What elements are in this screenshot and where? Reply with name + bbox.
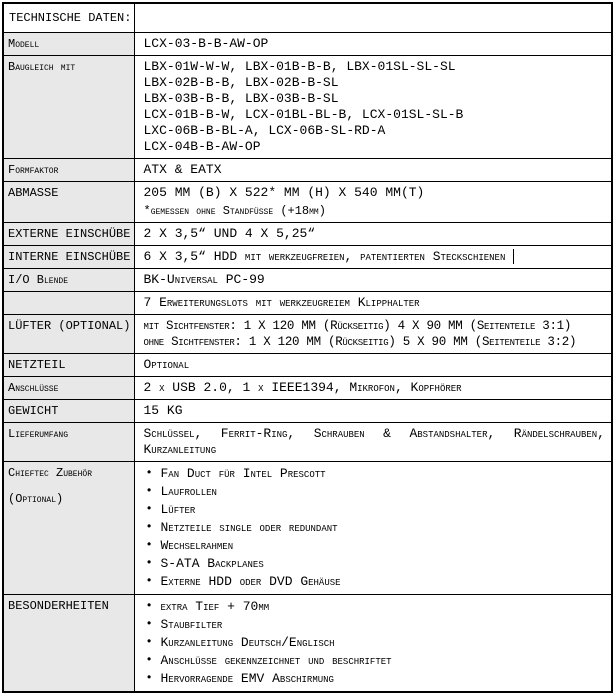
row-label: Formfaktor	[8, 163, 59, 177]
bullet-icon: •	[145, 466, 153, 480]
bullet-icon: •	[145, 574, 153, 588]
table-row-formfaktor	[3, 159, 612, 182]
table-row-baugleich-mit	[3, 56, 612, 159]
header-empty-cell	[134, 3, 612, 33]
value-gewicht	[134, 400, 612, 423]
value-anschluesse	[134, 377, 612, 400]
value-externe-einschuebe	[134, 223, 612, 246]
list-item-text: Externe HDD oder DVD Gehäuse	[160, 574, 341, 589]
table-row-anschluesse	[3, 377, 612, 400]
row-label: EXTERNE EINSCHÜBE	[8, 227, 131, 241]
row-value: 2 x USB 2.0, 1 x IEEE1394, Mikrofon, Kopfhörer	[143, 380, 462, 395]
row-value: 7 Erweiterungslots mit werkzeugreiem Klipphalter	[143, 295, 420, 310]
value-chieftec-zubehoer	[134, 462, 612, 595]
table-row-externe-einschuebe	[3, 223, 612, 246]
list-item	[144, 670, 606, 687]
row-value: 205 MM (B) X 522* MM (H) X 540 MM(T)	[143, 185, 425, 200]
value-luefter	[134, 315, 612, 354]
label-io-blende	[3, 269, 134, 292]
table-row-luefter	[3, 315, 612, 354]
row-label: INTERNE EINSCHÜBE	[8, 250, 131, 264]
value-formfaktor	[134, 159, 612, 182]
bullet-icon: •	[145, 599, 153, 613]
fan-config-with-window: mit Sichtfenster: 1 X 120 MM (Rückseitig) 4 X 90 MM (Seitenteile 3:1)	[143, 319, 572, 333]
list-item-text: S-ATA Backplanes	[160, 556, 264, 571]
list-item	[144, 598, 606, 615]
row-value: Schlüssel, Ferrit-Ring, Schrauben & Abstandshalter, Rändelschrauben, Kurzanleitung	[143, 426, 605, 457]
value-erweiterungsslots	[134, 292, 612, 315]
list-item-text: Netzteile single oder redundant	[160, 520, 338, 535]
label-netzteil	[3, 354, 134, 377]
row-value: ATX & EATX	[143, 162, 222, 177]
list-item-text: Hervorragende EMV Abschirmung	[160, 671, 334, 686]
row-value: 6 X 3,5“ HDD mit werkzeugfreien, patentierten Steckschienen	[143, 249, 506, 264]
row-label: GEWICHT	[8, 404, 59, 418]
bullet-icon: •	[145, 484, 153, 498]
label-modell	[3, 33, 134, 56]
row-value: LCX-03-B-B-AW-OP	[143, 36, 269, 51]
list-item-text: Fan Duct für Intel Prescott	[160, 466, 326, 481]
row-label: Modell	[8, 37, 40, 51]
row-label-optional: (Optional)	[8, 492, 64, 506]
row-value: BK-Universal PC-99	[143, 272, 265, 287]
list-item	[144, 483, 606, 500]
table-row-lieferumfang	[3, 423, 612, 462]
bullet-icon: •	[145, 671, 153, 685]
bullet-icon: •	[145, 617, 153, 631]
value-besonderheiten	[134, 595, 612, 693]
row-value-line: LBX-01W-W-W, LBX-01B-B-B, LBX-01SL-SL-SL	[143, 59, 456, 74]
row-value-line: LBX-03B-B-B, LBX-03B-B-SL	[143, 91, 339, 106]
value-netzteil	[134, 354, 612, 377]
list-item	[144, 652, 606, 669]
row-value: 15 KG	[143, 403, 183, 418]
row-value-line: LCX-01B-B-W, LCX-01BL-BL-B, LCX-01SL-SL-B	[143, 107, 464, 122]
table-row-besonderheiten	[3, 595, 612, 693]
bullet-icon: •	[145, 653, 153, 667]
list-item-text: Laufrollen	[160, 484, 217, 499]
list-item-text: Anschlüsse gekennzeichnet und beschriftet	[160, 653, 392, 668]
label-formfaktor	[3, 159, 134, 182]
dimension-footnote: *gemessen ohne Standfüße (+18mm)	[143, 204, 326, 218]
row-label: Baugleich mit	[8, 60, 76, 74]
row-value: 2 X 3,5“ UND 4 X 5,25“	[143, 226, 316, 241]
label-interne-einschuebe	[3, 246, 134, 269]
list-item-text: Wechselrahmen	[160, 538, 234, 553]
row-label: BESONDERHEITEN	[8, 599, 109, 613]
value-interne-einschuebe	[134, 246, 612, 269]
row-label: I/O Blende	[8, 273, 69, 287]
table-title: TECHNISCHE DATEN:	[9, 11, 132, 25]
row-value: Optional	[143, 357, 190, 372]
label-besonderheiten	[3, 595, 134, 693]
value-io-blende	[134, 269, 612, 292]
fan-config-without-window: ohne Sichtfenster: 1 X 120 MM (Rückseitig) 5 X 90 MM (Seitenteile 3:2)	[143, 335, 577, 349]
row-label: LÜFTER (OPTIONAL)	[8, 319, 131, 333]
row-value-line: LCX-04B-B-AW-OP	[143, 139, 261, 154]
label-externe-einschuebe	[3, 223, 134, 246]
bullet-icon: •	[145, 538, 153, 552]
label-luefter	[3, 315, 134, 354]
row-value-line: LBX-02B-B-B, LBX-02B-B-SL	[143, 75, 339, 90]
table-row-netzteil	[3, 354, 612, 377]
table-row-erweiterungsslots	[3, 292, 612, 315]
value-abmasse	[134, 182, 612, 223]
bullet-icon: •	[145, 635, 153, 649]
row-label: Lieferumfang	[8, 427, 69, 441]
label-anschluesse	[3, 377, 134, 400]
value-modell	[134, 33, 612, 56]
list-item	[144, 537, 606, 554]
bullet-icon: •	[145, 502, 153, 516]
label-chieftec-zubehoer	[3, 462, 134, 595]
technical-data-table	[2, 2, 613, 693]
list-item	[144, 555, 606, 572]
list-item	[144, 465, 606, 482]
table-row-gewicht	[3, 400, 612, 423]
list-item	[144, 616, 606, 633]
list-item	[144, 501, 606, 518]
list-item	[144, 634, 606, 651]
bullet-icon: •	[145, 556, 153, 570]
text-cursor	[513, 249, 514, 264]
list-item	[144, 519, 606, 536]
bullet-icon: •	[145, 520, 153, 534]
table-row-modell	[3, 33, 612, 56]
list-item-text: Staubfilter	[160, 617, 223, 632]
row-label: NETZTEIL	[8, 358, 66, 372]
row-label: Chieftec Zubehör	[8, 466, 93, 480]
header-title-cell	[3, 3, 134, 33]
list-item-text: Lüfter	[160, 502, 196, 517]
label-empty	[3, 292, 134, 315]
list-item	[144, 573, 606, 590]
table-row-header	[3, 3, 612, 33]
label-gewicht	[3, 400, 134, 423]
table-row-chieftec-zubehoer	[3, 462, 612, 595]
label-lieferumfang	[3, 423, 134, 462]
table-row-interne-einschuebe	[3, 246, 612, 269]
value-baugleich-mit	[134, 56, 612, 159]
value-lieferumfang	[134, 423, 612, 462]
row-label: Anschlüsse	[8, 381, 59, 395]
row-value-line: LXC-06B-B-BL-A, LCX-06B-SL-RD-A	[143, 123, 386, 138]
table-row-io-blende	[3, 269, 612, 292]
label-abmasse	[3, 182, 134, 223]
list-item-text: Kurzanleitung Deutsch/Englisch	[160, 635, 335, 650]
list-item-text: extra Tief + 70mm	[160, 599, 270, 614]
row-label: ABMASSE	[8, 186, 59, 200]
table-row-abmasse	[3, 182, 612, 223]
label-baugleich-mit	[3, 56, 134, 159]
